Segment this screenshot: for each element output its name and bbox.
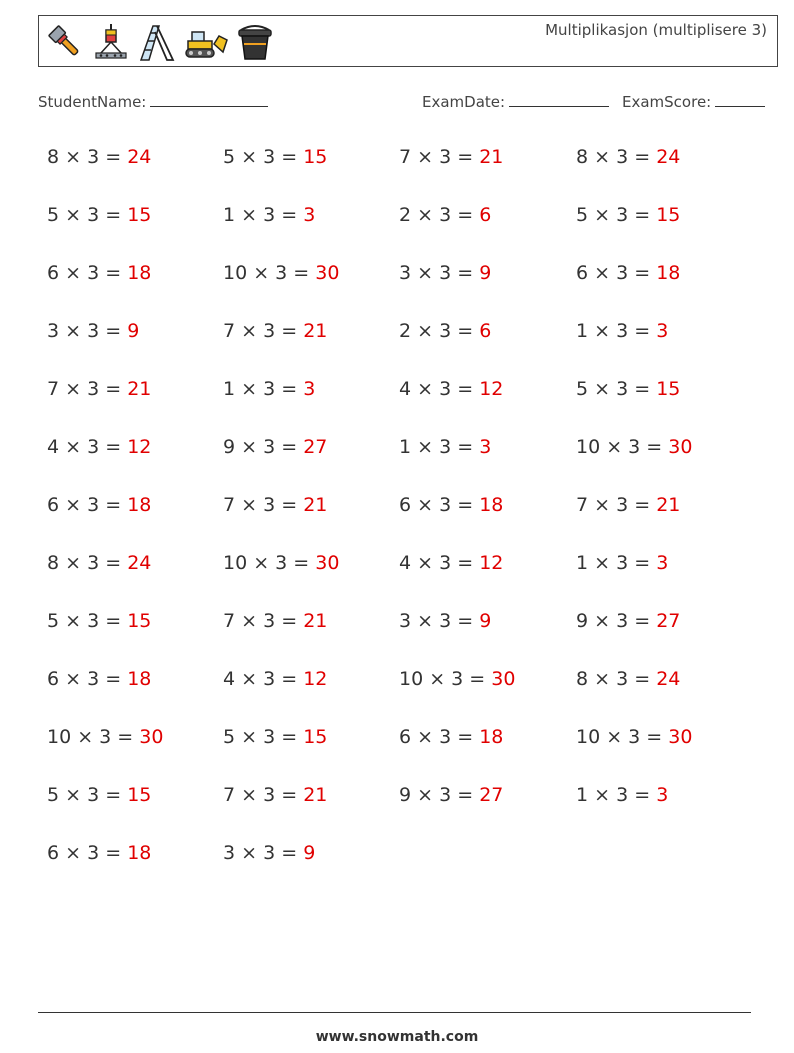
problem-question: 2 × 3 = — [399, 320, 480, 342]
exam-score-label: ExamScore: — [622, 93, 712, 111]
problem-question: 8 × 3 = — [47, 146, 128, 168]
problem-answer: 15 — [127, 784, 152, 806]
problem-item — [47, 668, 151, 690]
problem-question: 8 × 3 = — [576, 668, 657, 690]
problem-answer: 21 — [303, 494, 328, 516]
problem-answer: 6 — [479, 204, 492, 226]
problem-row — [47, 494, 767, 524]
problem-question: 2 × 3 = — [399, 204, 480, 226]
problem-answer: 3 — [303, 204, 316, 226]
problem-item — [576, 436, 692, 458]
problem-item — [399, 610, 491, 632]
crane-hook-icon — [91, 22, 131, 62]
student-name-field — [38, 92, 268, 111]
problem-row — [47, 726, 767, 756]
bucket-icon — [235, 22, 275, 62]
problem-question: 10 × 3 = — [399, 668, 492, 690]
problem-question: 4 × 3 = — [223, 668, 304, 690]
problem-answer: 18 — [127, 842, 152, 864]
problem-question: 6 × 3 = — [47, 668, 128, 690]
pipe-wrench-icon — [45, 22, 85, 62]
problem-answer: 18 — [479, 726, 504, 748]
problem-question: 6 × 3 = — [47, 494, 128, 516]
footer-divider — [38, 1012, 751, 1013]
problem-item — [399, 262, 491, 284]
problem-question: 1 × 3 = — [223, 204, 304, 226]
problem-answer: 18 — [127, 494, 152, 516]
problem-item — [47, 436, 151, 458]
problem-question: 5 × 3 = — [223, 726, 304, 748]
problem-answer: 24 — [656, 146, 681, 168]
problem-question: 1 × 3 = — [576, 552, 657, 574]
problem-question: 6 × 3 = — [399, 726, 480, 748]
problem-item — [223, 842, 315, 864]
problem-item — [399, 726, 503, 748]
problem-item — [223, 146, 327, 168]
problem-answer: 24 — [127, 552, 152, 574]
problem-question: 7 × 3 = — [223, 494, 304, 516]
problem-answer: 21 — [303, 610, 328, 632]
problem-row — [47, 204, 767, 234]
problem-row — [47, 610, 767, 640]
problem-item — [399, 436, 491, 458]
problem-question: 5 × 3 = — [576, 204, 657, 226]
problem-row — [47, 146, 767, 176]
problem-question: 10 × 3 = — [47, 726, 140, 748]
problem-answer: 15 — [656, 378, 681, 400]
problem-item — [576, 668, 680, 690]
problem-answer: 12 — [479, 552, 504, 574]
problem-item — [47, 726, 163, 748]
problem-answer: 27 — [303, 436, 328, 458]
exam-date-blank[interactable] — [509, 92, 609, 107]
problem-question: 3 × 3 = — [399, 262, 480, 284]
problem-answer: 12 — [303, 668, 328, 690]
problem-item — [223, 320, 327, 342]
problem-answer: 9 — [127, 320, 140, 342]
problem-item — [47, 842, 151, 864]
problem-answer: 9 — [479, 262, 492, 284]
problem-answer: 24 — [127, 146, 152, 168]
problem-item — [576, 204, 680, 226]
problem-row — [47, 436, 767, 466]
problem-answer: 12 — [127, 436, 152, 458]
problem-row — [47, 262, 767, 292]
problem-question: 6 × 3 = — [47, 842, 128, 864]
problem-item — [223, 610, 327, 632]
problem-answer: 27 — [479, 784, 504, 806]
ladder-icon — [137, 22, 177, 62]
problem-question: 8 × 3 = — [47, 552, 128, 574]
problem-question: 1 × 3 = — [399, 436, 480, 458]
problem-row — [47, 552, 767, 582]
problem-question: 4 × 3 = — [47, 436, 128, 458]
problem-item — [576, 726, 692, 748]
problem-question: 6 × 3 = — [47, 262, 128, 284]
problem-item — [399, 494, 503, 516]
problem-item — [223, 262, 339, 284]
problem-answer: 15 — [127, 204, 152, 226]
problem-question: 1 × 3 = — [223, 378, 304, 400]
problem-answer: 21 — [127, 378, 152, 400]
problem-answer: 21 — [479, 146, 504, 168]
problem-item — [576, 494, 680, 516]
problem-question: 10 × 3 = — [223, 262, 316, 284]
problem-item — [223, 436, 327, 458]
worksheet-title: Multiplikasjon (multiplisere 3) — [545, 21, 767, 39]
header-icons — [45, 22, 275, 62]
problem-question: 5 × 3 = — [47, 204, 128, 226]
problem-answer: 24 — [656, 668, 681, 690]
problem-question: 5 × 3 = — [576, 378, 657, 400]
footer-website: www.snowmath.com — [315, 1029, 479, 1045]
problem-question: 7 × 3 = — [223, 610, 304, 632]
problem-answer: 30 — [139, 726, 164, 748]
problem-item — [47, 378, 151, 400]
problem-answer: 30 — [315, 262, 340, 284]
problem-question: 3 × 3 = — [223, 842, 304, 864]
problem-answer: 21 — [303, 320, 328, 342]
problem-answer: 3 — [656, 784, 669, 806]
problem-answer: 30 — [668, 726, 693, 748]
problem-answer: 18 — [127, 668, 152, 690]
problem-question: 9 × 3 = — [399, 784, 480, 806]
problem-item — [47, 262, 151, 284]
problem-item — [399, 146, 503, 168]
problem-row — [47, 320, 767, 350]
problem-question: 10 × 3 = — [576, 436, 669, 458]
problem-question: 5 × 3 = — [47, 610, 128, 632]
problem-question: 4 × 3 = — [399, 552, 480, 574]
problem-answer: 9 — [303, 842, 316, 864]
problem-item — [576, 610, 680, 632]
problem-answer: 18 — [656, 262, 681, 284]
problem-answer: 30 — [491, 668, 516, 690]
problem-item — [47, 320, 139, 342]
problem-item — [223, 204, 315, 226]
problem-item — [399, 668, 515, 690]
exam-score-field — [622, 92, 765, 111]
problem-item — [47, 204, 151, 226]
problem-answer: 30 — [315, 552, 340, 574]
problem-answer: 3 — [303, 378, 316, 400]
problem-answer: 21 — [656, 494, 681, 516]
problem-answer: 15 — [656, 204, 681, 226]
problem-item — [223, 552, 339, 574]
header-box — [38, 15, 778, 67]
student-name-label: StudentName: — [38, 93, 147, 111]
problem-item — [576, 146, 680, 168]
problem-item — [399, 378, 503, 400]
exam-date-field — [422, 92, 609, 111]
problem-question: 6 × 3 = — [576, 262, 657, 284]
student-info-row — [38, 92, 772, 114]
problem-question: 7 × 3 = — [223, 784, 304, 806]
problem-item — [399, 204, 491, 226]
problem-row — [47, 668, 767, 698]
problem-question: 4 × 3 = — [399, 378, 480, 400]
problem-question: 7 × 3 = — [47, 378, 128, 400]
problem-item — [399, 552, 503, 574]
problem-question: 9 × 3 = — [223, 436, 304, 458]
problem-row — [47, 784, 767, 814]
problem-question: 9 × 3 = — [576, 610, 657, 632]
problem-item — [576, 378, 680, 400]
problem-answer: 15 — [303, 146, 328, 168]
problem-question: 8 × 3 = — [576, 146, 657, 168]
problem-question: 1 × 3 = — [576, 784, 657, 806]
problem-answer: 12 — [479, 378, 504, 400]
problem-question: 5 × 3 = — [47, 784, 128, 806]
problem-item — [223, 378, 315, 400]
problem-question: 7 × 3 = — [223, 320, 304, 342]
problem-question: 10 × 3 = — [223, 552, 316, 574]
problem-question: 1 × 3 = — [576, 320, 657, 342]
problem-item — [399, 784, 503, 806]
problem-item — [576, 784, 668, 806]
problem-question: 5 × 3 = — [223, 146, 304, 168]
problem-item — [399, 320, 491, 342]
problem-question: 3 × 3 = — [399, 610, 480, 632]
bulldozer-icon — [183, 22, 229, 62]
problem-answer: 18 — [127, 262, 152, 284]
problem-item — [223, 668, 327, 690]
problem-question: 10 × 3 = — [576, 726, 669, 748]
problem-answer: 15 — [127, 610, 152, 632]
exam-score-blank[interactable] — [715, 92, 765, 107]
problem-answer: 9 — [479, 610, 492, 632]
problem-question: 3 × 3 = — [47, 320, 128, 342]
problem-answer: 3 — [656, 320, 669, 342]
problem-answer: 6 — [479, 320, 492, 342]
problem-answer: 3 — [479, 436, 492, 458]
problem-item — [47, 146, 151, 168]
problem-question: 6 × 3 = — [399, 494, 480, 516]
problem-question: 7 × 3 = — [576, 494, 657, 516]
problem-answer: 15 — [303, 726, 328, 748]
problem-item — [576, 320, 668, 342]
problem-answer: 21 — [303, 784, 328, 806]
problem-item — [47, 494, 151, 516]
problem-item — [223, 726, 327, 748]
problem-answer: 27 — [656, 610, 681, 632]
problem-question: 7 × 3 = — [399, 146, 480, 168]
problem-item — [223, 784, 327, 806]
problem-item — [47, 784, 151, 806]
exam-date-label: ExamDate: — [422, 93, 506, 111]
problem-row — [47, 378, 767, 408]
problem-answer: 30 — [668, 436, 693, 458]
student-name-blank[interactable] — [150, 92, 268, 107]
problem-item — [47, 610, 151, 632]
problem-item — [576, 262, 680, 284]
problem-answer: 3 — [656, 552, 669, 574]
problem-item — [576, 552, 668, 574]
problem-answer: 18 — [479, 494, 504, 516]
problem-item — [223, 494, 327, 516]
problem-item — [47, 552, 151, 574]
problem-row — [47, 842, 767, 872]
